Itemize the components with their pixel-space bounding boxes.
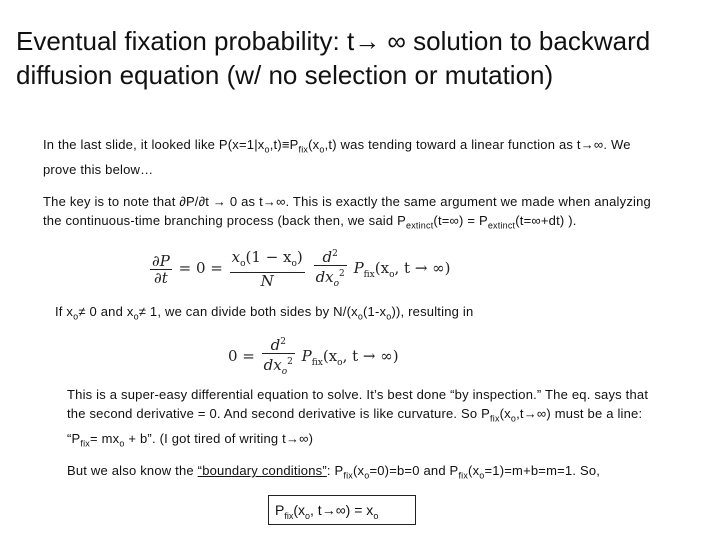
paragraph-boundary-conditions: But we also know the “boundary conditions”: $P_{fix}(x_o=0)=b=0$ and $P_{fix}(x_o=1)=m+b=m=1$. So,	[67, 463, 601, 481]
paragraph-key-argument: The key is to note that ∂P/∂t → 0 as t→∞. This is exactly the same argument we made when analyzing the continuous-time branching process (back then, we said $P_{extinct}(t=\infty) = P_{extinct}(t=\infty+dt)$ ).	[43, 194, 651, 231]
equation-second-derivative-zero: 0 = $\frac{d^2}{dx_o^2}$ $P_{fix}(x_o$, t → ∞)	[228, 334, 399, 380]
second-derivative-fraction: $\frac{d^2}{dx_o^2}$	[315, 248, 345, 289]
boxed-result: $P_{fix}(x_o$, $t\to\infty) = x_o$	[268, 495, 416, 525]
paragraph-solve: This is a super-easy differential equation to solve. It’s best done “by inspection.” The eq. says that the second derivative = 0. And second derivative is like curvature. So $P_{fix}(x_o,t\to\infty)$ must be a line: “$P_{fix}= mx_o + b$”. (I got tired of writing t→∞)	[67, 387, 649, 449]
diffusion-coefficient-fraction: $\frac{x_o(1 - x_o)}{N}$	[231, 248, 303, 290]
equation-backward-diffusion: $\frac{\partial P}{\partial t}$ = 0 = $\frac{x_o(1 - x_o)}{N}$ $\frac{d^2}{dx_o^2}$ $P_{fix}(x_o$, t → ∞)	[152, 248, 451, 290]
partial-derivative-fraction: $\frac{\partial P}{\partial t}$	[152, 251, 170, 287]
second-derivative-fraction: $\frac{d^2}{dx_o^2}$	[263, 336, 293, 377]
slide-title: Eventual fixation probability: t→ ∞ solution to backward diffusion equation (w/ no selection or mutation)	[16, 26, 651, 90]
paragraph-intro: In the last slide, it looked like $P(x=1|x_o,t)\equiv P_{fix}(x_o,t)$ was tending toward a linear function as t→∞. We prove this below…	[43, 137, 631, 177]
paragraph-divide: If $x_o\ne 0$ and $x_o\ne 1$, we can divide both sides by $N/(x_o(1-x_o))$, resulting in	[55, 304, 474, 322]
